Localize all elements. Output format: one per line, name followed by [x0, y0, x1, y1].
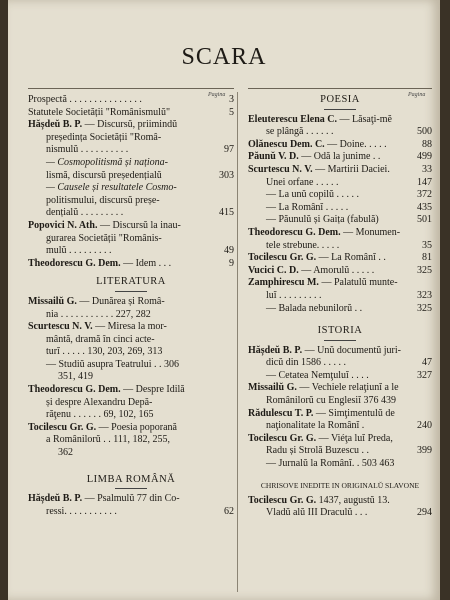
author-name: Theodorescu G. Dem.	[28, 384, 121, 396]
entry-title: — Despre Idilă	[120, 384, 185, 396]
entry-title: dicŭ din 1586 . . . . .	[266, 357, 346, 369]
entry-title: lismă, discursŭ președențialŭ	[46, 169, 162, 181]
chrisove-entries	[248, 495, 432, 520]
page-number: 372	[417, 189, 432, 201]
entry-title: nia . . . . . . . . . . . 227, 282	[46, 308, 151, 320]
page-number: 501	[417, 214, 432, 226]
entry-title: — Balada nebunilorŭ . .	[266, 302, 363, 314]
toc-entry	[248, 357, 432, 370]
entry-title: — Vechiele relaţiunĭ a le	[296, 382, 399, 394]
entry-title: — Miresa la mor-	[92, 321, 167, 333]
entry-title: turĭ . . . . . 130, 203, 269, 313	[46, 346, 163, 358]
entry-title: — Păunulŭ și Gaița (fabulă)	[266, 214, 379, 226]
toc-entry	[28, 132, 234, 145]
intro-entries	[28, 94, 234, 270]
toc-entry	[248, 495, 432, 508]
author-name: Păunŭ V. D.	[248, 151, 299, 163]
toc-entry	[28, 296, 234, 309]
entry-title: mulŭ . . . . . . . . .	[46, 245, 112, 257]
toc-entry	[28, 409, 234, 422]
toc-entry	[28, 334, 234, 347]
entry-title: se plângă . . . . . .	[266, 126, 334, 138]
left-header-rule	[28, 88, 234, 89]
toc-entry	[248, 214, 432, 227]
author-name: Eleuterescu Elena C.	[248, 113, 337, 125]
page-number: 88	[422, 138, 432, 150]
page-number: 325	[417, 264, 432, 276]
entry-title: — Psalmulŭ 77 din Co-	[82, 493, 180, 505]
entry-title: — Unŭ documentŭ juri-	[302, 344, 401, 356]
toc-entry	[248, 227, 432, 240]
entry-title: — Amorulŭ . . . . .	[298, 264, 375, 276]
toc-entry	[28, 157, 234, 170]
toc-entry	[28, 207, 234, 220]
section-literatura	[28, 276, 234, 292]
book-page	[8, 0, 440, 600]
page-number: 323	[417, 289, 432, 301]
toc-entry	[28, 321, 234, 334]
entry-title: răţenu . . . . . . 69, 102, 165	[46, 409, 154, 421]
author-name: Popovici N. Ath.	[28, 219, 98, 231]
right-page-label: Pagina	[408, 92, 426, 98]
page-number: 81	[422, 252, 432, 264]
toc-entry	[248, 164, 432, 177]
toc-entry	[28, 359, 234, 372]
entry-title: dențialŭ . . . . . . . . .	[46, 207, 124, 219]
entry-title: și despre Alexandru Depă-	[46, 396, 153, 408]
toc-entry	[248, 445, 432, 458]
entry-title: Prospectă . . . . . . . . . . . . . . .	[28, 94, 142, 105]
page-title: SCARA	[181, 44, 267, 70]
entry-title: — Martirii Daciei.	[312, 163, 390, 175]
author-name: Theodorescu G. Dem.	[28, 257, 121, 269]
entry-title: a Românilorŭ . . 111, 182, 255,	[46, 434, 170, 446]
entry-title: Statutele Societății "Românismulŭ"	[28, 106, 171, 118]
page-number: 294	[417, 507, 432, 519]
page-number: 240	[417, 420, 432, 432]
toc-entry	[28, 447, 234, 460]
toc-entry	[28, 258, 234, 271]
entry-title: ressi. . . . . . . . . . .	[46, 505, 117, 517]
entry-title: 362	[58, 447, 73, 459]
toc-entry	[28, 384, 234, 397]
author-name: Theodorescu G. Dem.	[248, 226, 341, 238]
page-number: 62	[224, 505, 234, 517]
author-name: Tocilescu Gr. G.	[248, 494, 317, 506]
author-name: Zamphirescu M.	[248, 277, 319, 289]
toc-entry	[248, 265, 432, 278]
toc-entry	[28, 309, 234, 322]
toc-entry	[248, 507, 432, 520]
page-number: 35	[422, 239, 432, 251]
toc-entry	[248, 114, 432, 127]
page-number: 303	[219, 169, 234, 181]
limba-entries	[28, 493, 234, 518]
toc-entry	[248, 252, 432, 265]
left-page-label: Pagina	[208, 92, 226, 98]
entry-title: Românilorŭ cu Englesiĭ 376 439	[266, 395, 396, 407]
page-number: 33	[422, 163, 432, 175]
section-title: ISTORIA	[317, 325, 363, 337]
entry-title: Vladŭ alŭ III Draculŭ . . .	[266, 507, 368, 519]
toc-entry	[28, 195, 234, 208]
section-title: CHRISOVE INEDITE IN ORIGINALŬ SLAVONE	[260, 480, 420, 490]
toc-entry	[28, 107, 234, 120]
entry-title: — Doine. . . . .	[324, 138, 387, 150]
toc-entry	[28, 119, 234, 132]
toc-entry	[28, 220, 234, 233]
entry-title: — Idem . . .	[120, 257, 172, 269]
entry-title: — Jurnalŭ la Românĭ. . 503 463	[266, 458, 395, 470]
author-name: Tocilescu Gr. G.	[28, 421, 97, 433]
entry-title: nismulŭ . . . . . . . . . .	[46, 144, 129, 156]
entry-title: — Cetatea Nemţuluĭ . . . .	[266, 369, 369, 381]
page-number: 5	[229, 106, 234, 118]
toc-entry	[248, 177, 432, 190]
section-poesia	[248, 94, 432, 110]
author-name: Hășdeŭ B. P.	[28, 493, 83, 505]
toc-entry	[28, 371, 234, 384]
entry-title: — Causele și resultatele Cosmo-	[46, 182, 177, 194]
section-title: LITERATURA	[96, 276, 166, 288]
section-istoria	[248, 325, 432, 341]
page-number: 9	[229, 257, 234, 269]
toc-entry	[248, 240, 432, 253]
entry-title: — Studiŭ asupra Teatrului . . 306	[46, 358, 179, 370]
section-title: POESIA	[320, 94, 360, 105]
entry-title: mântă, dramă în cinci acte-	[46, 333, 155, 345]
entry-title: 1437, augustŭ 13.	[316, 494, 390, 506]
column-divider	[237, 92, 238, 592]
toc-entry	[248, 189, 432, 202]
toc-entry	[248, 433, 432, 446]
entry-title: — Lăsaţi-mĕ	[336, 113, 392, 125]
toc-entry	[28, 506, 234, 519]
author-name: Scurtescu N. V.	[248, 163, 313, 175]
page-number: 435	[417, 201, 432, 213]
page-number: 3	[229, 94, 234, 105]
toc-entry	[28, 170, 234, 183]
toc-entry	[28, 233, 234, 246]
entry-title: luĭ . . . . . . . . .	[266, 289, 322, 301]
entry-title: politismului, discursŭ preșe-	[46, 194, 160, 206]
section-title: LIMBA ROMÂNĂ	[86, 473, 176, 485]
entry-title: naţionalitate la Românĭ .	[266, 420, 365, 432]
author-name: Missailŭ G.	[248, 382, 297, 394]
toc-entry	[248, 395, 432, 408]
toc-entry	[248, 277, 432, 290]
entry-title: — Simţimentulŭ de	[313, 407, 395, 419]
author-name: Hășdeŭ B. P.	[248, 344, 303, 356]
toc-entry	[248, 408, 432, 421]
page-number: 327	[417, 369, 432, 381]
author-name: Rădulescu T. P.	[248, 407, 314, 419]
entry-title: — Poesia poporană	[96, 421, 177, 433]
entry-title: — Dunărea și Româ-	[76, 295, 165, 307]
page-number: 47	[422, 357, 432, 369]
entry-title: — Monumen-	[340, 226, 401, 238]
author-name: Tocilescu Gr. G.	[248, 432, 317, 444]
entry-title: — Discursŭ la inau-	[97, 219, 181, 231]
right-column	[248, 94, 432, 520]
entry-title: — La Românĭ . . . . .	[266, 201, 349, 213]
author-name: Hășdeŭ B. P.	[28, 119, 83, 131]
toc-entry	[248, 126, 432, 139]
toc-entry	[28, 493, 234, 506]
entry-title: 351, 419	[58, 371, 93, 383]
toc-entry	[248, 151, 432, 164]
toc-entry	[248, 370, 432, 383]
author-name: Olănescu Dem. C.	[248, 138, 325, 150]
poesia-entries	[248, 114, 432, 316]
toc-entry	[248, 202, 432, 215]
page-number: 415	[219, 207, 234, 219]
page-number: 399	[417, 445, 432, 457]
toc-entry	[248, 345, 432, 358]
toc-entry	[28, 346, 234, 359]
page-number: 49	[224, 245, 234, 257]
author-name: Vucici C. D.	[248, 264, 299, 276]
toc-entry	[28, 144, 234, 157]
toc-entry	[248, 382, 432, 395]
entry-title: — Discursŭ, priimindŭ	[82, 119, 178, 131]
toc-entry	[28, 94, 234, 107]
left-column	[28, 94, 234, 518]
toc-entry	[28, 434, 234, 447]
entry-title: — Cosmopolitismă și naționa-	[46, 156, 168, 168]
section-chrisove	[248, 481, 432, 491]
toc-entry	[28, 422, 234, 435]
entry-title: — Palatulŭ munte-	[318, 277, 398, 289]
section-limba-romana	[28, 474, 234, 490]
page-number: 147	[417, 176, 432, 188]
entry-title: Radu și Strolă Buzescu . .	[266, 445, 370, 457]
toc-entry	[248, 303, 432, 316]
toc-entry	[28, 245, 234, 258]
author-name: Scurtescu N. V.	[28, 321, 93, 333]
entry-title: — Odă la junime . .	[298, 151, 381, 163]
entry-title: gurarea Societății "Românis-	[46, 232, 162, 244]
entry-title: — La unŭ copilŭ . . . . .	[266, 189, 360, 201]
entry-title: — La Românĭ . .	[316, 252, 386, 264]
istoria-entries	[248, 345, 432, 471]
author-name: Tocilescu Gr. G.	[248, 252, 317, 264]
right-header-rule	[248, 88, 432, 89]
entry-title: Unei orfane . . . . .	[266, 176, 339, 188]
entry-title: președința Societății "Româ-	[46, 131, 162, 143]
page-number: 500	[417, 126, 432, 138]
toc-entry	[248, 139, 432, 152]
page-number: 97	[224, 144, 234, 156]
entry-title: tele strebune. . . . .	[266, 239, 340, 251]
toc-entry	[28, 182, 234, 195]
toc-entry	[248, 290, 432, 303]
toc-entry	[248, 420, 432, 433]
literatura-entries	[28, 296, 234, 460]
toc-entry	[28, 397, 234, 410]
toc-entry	[248, 458, 432, 471]
entry-title: — Viéţa luĭ Preda,	[316, 432, 393, 444]
page-number: 499	[417, 151, 432, 163]
page-number: 325	[417, 302, 432, 314]
author-name: Missailŭ G.	[28, 295, 77, 307]
